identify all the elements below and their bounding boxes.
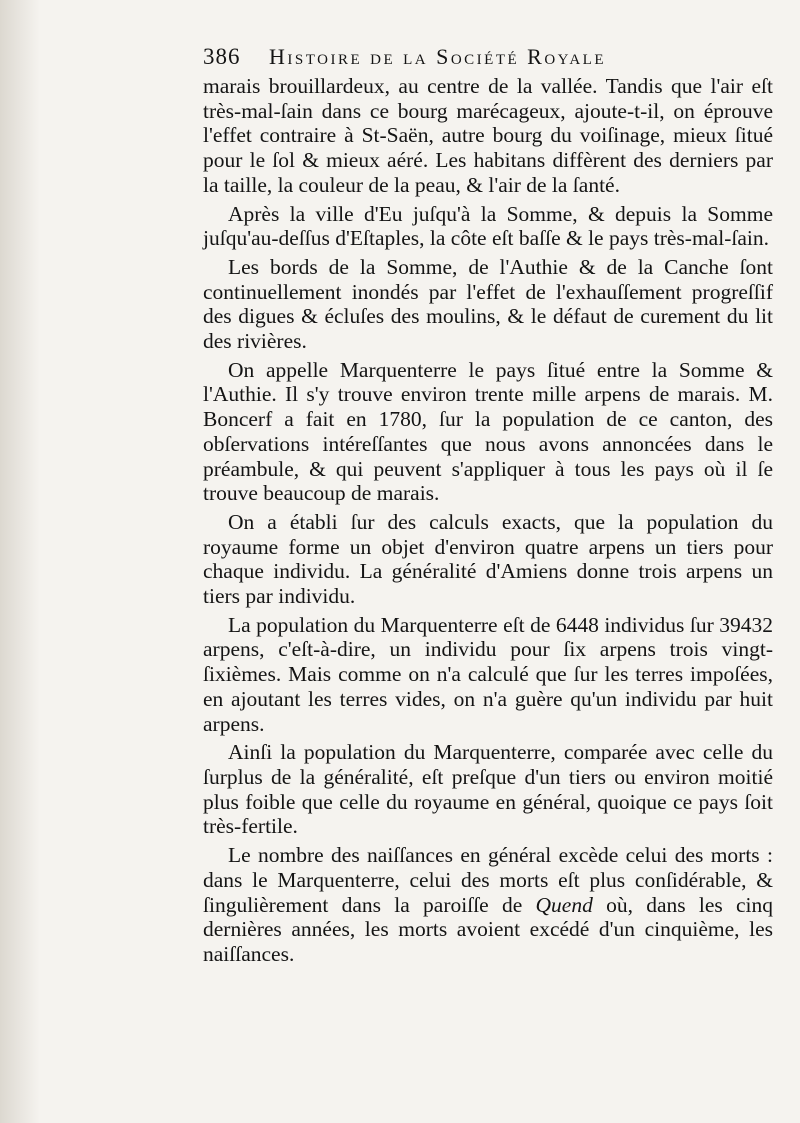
- paragraph-3: Les bords de la Somme, de l'Authie & de la Canche ſont continuellement inondés par l'effet de l'exhauſſement progreſſif des digues & écluſes des moulins, & le défaut de curement du lit des rivières.: [203, 254, 773, 354]
- paragraph-8-text-before: Le nombre des naiſſances en général excède celui des morts : dans le Marquenterre, celui des morts eſt plus conſidérable, & ſingulièrement dans la paroiſſe de: [203, 843, 773, 917]
- page-number: 386: [203, 44, 241, 69]
- paragraph-4: On appelle Marquenterre le pays ſitué entre la Somme & l'Authie. Il s'y trouve environ trente mille arpens de marais. M. Boncerf a fait en 1780, ſur la population de ce canton, des obſervations intéreſſantes que nous avons annoncées dans le préambule, & qui peuvent s'appliquer à tous les pays où il ſe trouve beaucoup de marais.: [203, 357, 773, 506]
- body-text: [203, 74, 773, 971]
- parish-name: Quend: [535, 892, 593, 917]
- paragraph-8-text-after: où, dans les cinq dernières années, les morts avoient excédé d'un cinquième, les naiſſances.: [203, 892, 773, 966]
- paragraph-7: Ainſi la population du Marquenterre, comparée avec celle du ſurplus de la généralité, eſt preſque d'un tiers ou environ moitié plus foible que celle du royaume en général, quoique ce pays ſoit très-fertile.: [203, 740, 773, 839]
- spine-shadow: [0, 0, 40, 1123]
- paragraph-6: La population du Marquenterre eſt de 6448 individus ſur 39432 arpens, c'eſt-à-dire, un individu pour ſix arpens trois vingt-ſixièmes. Mais comme on n'a calculé que ſur les terres impoſées, en ajoutant les terres vides, on n'a guère qu'un individu par huit arpens.: [203, 612, 773, 736]
- paragraph-2: Après la ville d'Eu juſqu'à la Somme, & depuis la Somme juſqu'au-deſſus d'Eſtaples, la côte eſt baſſe & le pays très-mal-ſain.: [203, 201, 773, 251]
- paragraph-1: marais brouillardeux, au centre de la vallée. Tandis que l'air eſt très-mal-ſain dans ce bourg marécageux, ajoute-t-il, on éprouve l'effet contraire à St-Saën, autre bourg du voiſinage, mieux ſitué pour le ſol & mieux aéré. Les habitans diffèrent des derniers par la taille, la couleur de la peau, & l'air de la ſanté.: [203, 74, 773, 197]
- page-header: [203, 44, 783, 76]
- paragraph-8: [203, 843, 773, 967]
- running-title: Histoire de la Société Royale: [269, 44, 606, 69]
- paragraph-5: On a établi ſur des calculs exacts, que la population du royaume forme un objet d'environ quatre arpens un tiers pour chaque individu. La généralité d'Amiens donne trois arpens un tiers par individu.: [203, 509, 773, 609]
